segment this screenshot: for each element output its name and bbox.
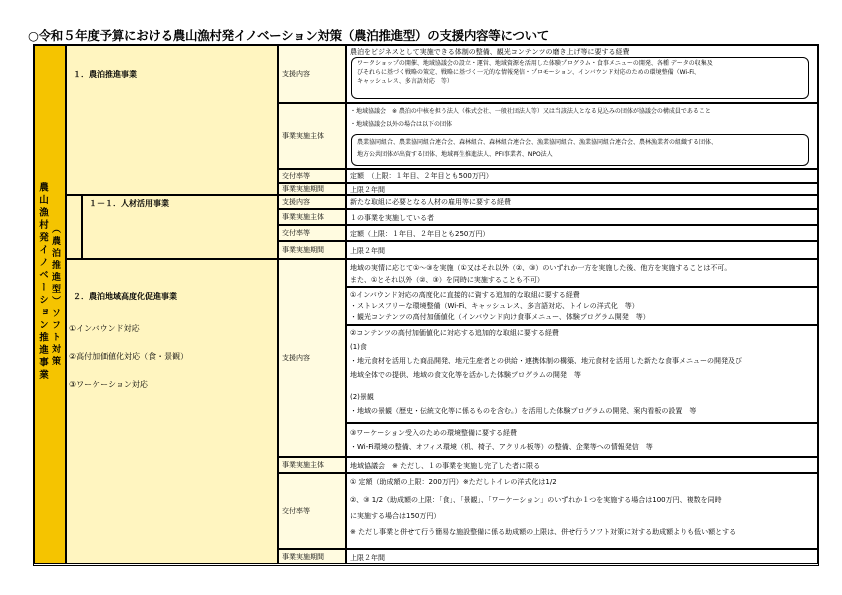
s2-value-line-7: ・地域の景観（歴史・伝統文化等に係るものを含む。）を活用した体験プログラムの開発、案内看板の設置 等 — [350, 407, 697, 415]
label-s1-support: 支援内容 — [278, 45, 346, 103]
s2-value-line-6: (2)景観 — [350, 393, 374, 401]
s1-period-content: 上限２年間 — [346, 183, 818, 195]
s2-rate-line-3: に実施する場合は150万円） — [350, 512, 441, 520]
s2-entity-content: 地域協議会 ※ ただし、１の事業を実施し完了した者に限る — [346, 457, 818, 473]
label-s1-period: 事業実施期間 — [278, 183, 346, 195]
s11-period-content: 上限２年間 — [346, 241, 818, 259]
s2-value-line-2: (1)食 — [350, 343, 367, 351]
s2-value-line-4: 地域全体での提供、地域の食文化等を活かした体験プログラムの開発 等 — [350, 371, 581, 379]
s2-value-line-1: ②コンテンツの高付加価値化に対応する追加的な取組に要する経費 — [350, 329, 559, 337]
label-s2-support: 支援内容 — [278, 259, 346, 457]
s2-inbound-line-1: ①インバウンド対応の高度化に直接的に資する追加的な取組に要する経費 — [350, 291, 580, 299]
s2-value-line-3: ・地元食材を活用した商品開発、地元生産者との供給・連携体制の構築、地元食材を活用した新たな食事メニューの開発及び — [350, 357, 742, 365]
s2-intro-content — [346, 259, 818, 287]
s2-rate-line-1: ① 定額（助成額の上限：200万円）※ただしトイレの洋式化は1/2 — [350, 478, 557, 486]
label-s2-entity: 事業実施主体 — [278, 457, 346, 473]
s1-support-content — [346, 45, 818, 103]
section-2-item-value: ②高付加価値化対応（食・景観） — [69, 352, 189, 361]
s1-support-head: 農泊をビジネスとして実施できる体制の整備、観光コンテンツの磨き上げ等に要する経費 — [350, 48, 630, 56]
s2-workation-line-1: ③ワーケーション受入のための環境整備に要する経費 — [350, 429, 517, 437]
s2-inbound-line-2: ・ストレスフリーな環境整備（Wi-Fi、キャッシュレス、多言語対応、トイレの洋式化 等） — [350, 302, 639, 310]
s2-inbound-content — [346, 287, 818, 325]
s1-support-line-3: キャッシュレス、多言語対応 等） — [357, 78, 453, 85]
s1-rate-content: 定額 （上限：１年目、２年目とも500万円） — [346, 169, 818, 183]
s1-entity-line-2: ・地域協議会以外の場合は以下の団体 — [350, 121, 453, 128]
s2-value-line-5 — [350, 380, 814, 390]
vertical-header — [34, 45, 66, 564]
s2-intro-line-2: また、①とそれ以外（②、③）を同時に実施することも不可） — [350, 276, 544, 284]
s11-entity-content: １の事業を実施している者 — [346, 209, 818, 225]
s1-entity-box-line-1: 農業協同組合、農業協同組合連合会、森林組合、森林組合連合会、漁業協同組合、漁業協同組合連合会、農林漁業者の組織する団体、 — [357, 139, 718, 146]
label-s11-period: 事業実施期間 — [278, 241, 346, 259]
s1-support-line-2: びそれらに基づく戦略の策定、戦略に基づく一元的な情報発信・プロモーション、インバウンド対応のための環境整備（Wi-Fi、 — [357, 69, 700, 76]
s1-support-line-1: ワークショップの開催、地域協議会の設立・運営、地域資源を活用した体験プログラム・食事メニューの開発、各種 データの収集及 — [357, 60, 713, 67]
section-1-1-title: １－１．人材活用事業 — [89, 199, 169, 208]
s2-inbound-line-3: ・観光コンテンツの高付加価値化（インバウンド向け食事メニュー、体験プログラム開発 等） — [350, 313, 650, 321]
s2-value-content — [346, 325, 818, 423]
s2-rate-line-4: ※ ただし事業と併せて行う簡易な施設整備に係る助成額の上限は、併せ行うソフト対策に対する助成額よりも低い額とする — [350, 528, 737, 536]
section-1-block — [66, 45, 278, 195]
label-s1-entity: 事業実施主体 — [278, 103, 346, 169]
s11-support-content: 新たな取組に必要となる人材の雇用等に要する経費 — [346, 195, 818, 209]
vertical-sub-label: （農泊推進型）ソフト対策 — [50, 224, 60, 368]
s1-entity-line-1: ・地域協議会 ※ 農泊の中核を担う法人（株式会社、一般社団法人等）又は当該法人となる見込みの団体が協議会の構成員であること — [350, 108, 711, 115]
section-2-item-workation: ③ワーケーション対応 — [69, 380, 148, 389]
s11-rate-content: 定額（上限：１年目、２年目とも250万円） — [346, 225, 818, 241]
section-2-block — [66, 259, 278, 564]
section-2-title: ２．農泊地域高度化促進事業 — [73, 292, 177, 301]
label-s11-entity: 事業実施主体 — [278, 209, 346, 225]
page-title: ○令和５年度予算における農山漁村発イノベーション対策（農泊推進型）の支援内容等について — [28, 28, 550, 43]
section-1-title: １．農泊推進事業 — [73, 70, 137, 79]
section-2-item-inbound: ①インバウンド対応 — [69, 324, 140, 333]
vertical-main-label: 農山漁村発イノベーション推進事業 — [37, 182, 48, 382]
section-1-1-block — [82, 195, 278, 259]
s2-workation-content — [346, 423, 818, 457]
s2-intro-line-1: 地域の実情に応じて①～③を実施（①又はそれ以外（②、③）のいずれか一方を実施した後、他方を実施することは不可。 — [350, 264, 732, 272]
s2-workation-line-2: ・Wi-Fi環境の整備、オフィス環境（机、椅子、アクリル板等）の整備、企業等への情報発信 等 — [350, 443, 653, 451]
support-table — [33, 44, 819, 566]
s2-rate-line-2: ②、③ 1/2（助成額の上限：「食」、「景観」、「ワーケーション」のいずれか１つを実施する場合は100万円、複数を同時 — [350, 496, 722, 504]
s1-entity-content — [346, 103, 818, 169]
label-s1-rate: 交付率等 — [278, 169, 346, 183]
label-s11-support: 支援内容 — [278, 195, 346, 209]
section-1-1-left — [66, 195, 82, 259]
label-s2-rate: 交付率等 — [278, 473, 346, 549]
s2-period-content: 上限２年間 — [346, 549, 818, 564]
s2-rate-content — [346, 473, 818, 549]
s1-entity-box-line-2: 地方公共団体が出資する団体、地域再生推進法人、PFI事業者、NPO法人 — [357, 151, 553, 158]
label-s11-rate: 交付率等 — [278, 225, 346, 241]
label-s2-period: 事業実施期間 — [278, 549, 346, 564]
